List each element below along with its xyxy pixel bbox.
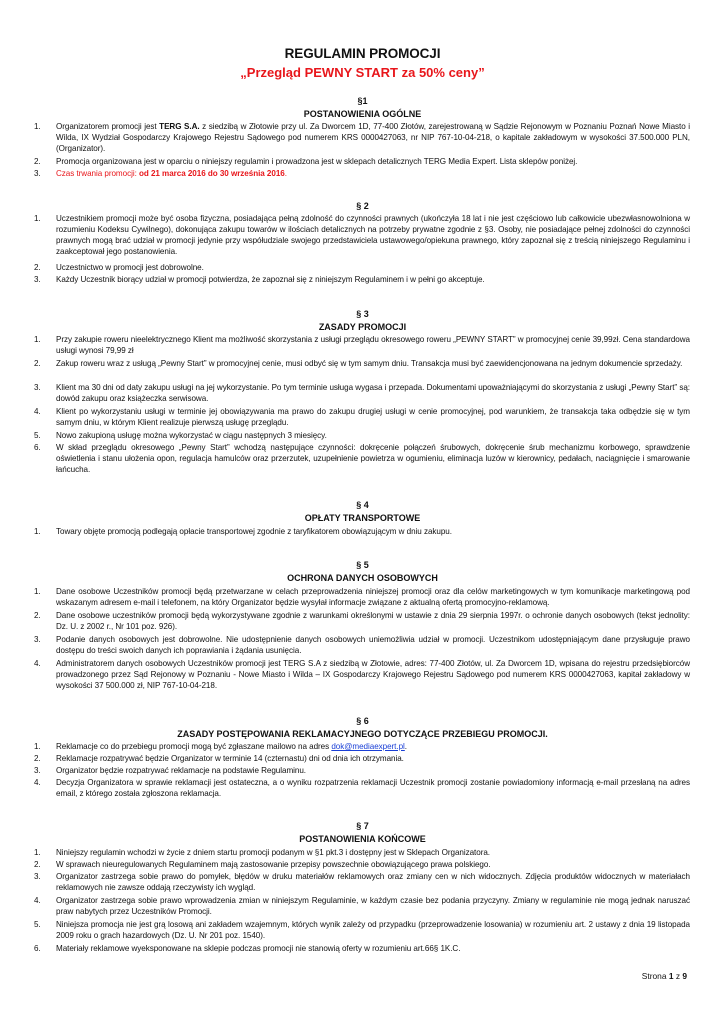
section-6-heading: ZASADY POSTĘPOWANIA REKLAMACYJNEGO DOTYCZĄCE PRZEBIEGU PROMOCJI. <box>177 729 548 739</box>
section-1-number: §1 <box>357 96 368 106</box>
item-number: 2. <box>34 157 41 166</box>
item-number: 1. <box>34 527 41 536</box>
section-3-heading: ZASADY PROMOCJI <box>318 322 407 332</box>
item-number: 3. <box>34 169 41 178</box>
item-text: Organizator zastrzega sobie prawo do pomyłek, błędów w druku materiałów reklamowych oraz zmiany cen w nich widocznych. Zdjęcia produktów widocznych w materiałach reklamowych nie zawsze oddają rzeczywisty ich wygląd. <box>56 872 690 892</box>
item-number: 4. <box>34 407 41 416</box>
current-page: 1 <box>668 971 674 981</box>
item-text: Zakup roweru wraz z usługą „Pewny Start” w promocyjnej cenie, musi odbyć się w tym samym dniu. Transakcja musi być zaewidencjonowana na jednym dokumencie sprzedaży. <box>56 359 683 368</box>
total-pages: 9 <box>682 971 687 981</box>
item-text: Niniejsza promocja nie jest grą losową ani zakładem wzajemnym, których wynik zależy od przypadku (przeprowadzenie losowania) w rozumieniu art. 2 ustawy z dnia 19 listopada 2009 roku o grach hazardowych (Dz. U. Nr 201 poz. 1540). <box>56 920 690 940</box>
item-text: Niniejszy regulamin wchodzi w życie z dniem startu promocji podanym w §1 pkt.3 i dostępny jest w Sklepach Organizatora. <box>56 848 491 857</box>
item-text: Nowo zakupioną usługę można wykorzystać w ciągu następnych 3 miesięcy. <box>56 431 327 440</box>
item-number: 2. <box>34 263 41 272</box>
item-number: 2. <box>34 359 41 368</box>
item-number: 2. <box>34 860 41 869</box>
item-text: . <box>404 742 407 751</box>
organizer-name: TERG S.A. <box>159 122 200 131</box>
item-text: Uczestnictwo w promocji jest dobrowolne. <box>56 263 204 272</box>
item-number: 1. <box>34 122 41 131</box>
item-text: z siedzibą w Złotowie przy ul. Za Dworcem 1D, 77-400 Złotów, zarejestrowaną w Sądzie Rejonowym w Poznaniu Poznań Nowe Miasto i Wilda, IX Wydział Gospodarczy Krajowego Rejestru Sądowego pod numerem KRS 0000427063, nr NIP 767-10-04-218, o kapitale zakładowym w wysokości 37.500.000 PLN,(Organizator). <box>56 122 690 153</box>
item-text: Reklamacje rozpatrywać będzie Organizator w terminie 14 (czternastu) dni od dnia ich otrzymania. <box>56 754 404 763</box>
item-number: 3. <box>34 766 41 775</box>
item-text: Administratorem danych osobowych Uczestników promocji jest TERG S.A z siedzibą w Złotowie, adres: 77-400 Złotów, ul. Za Dworcem 1D, wpisana do rejestru przedsiębiorców prowadzonego przez Sąd Rejonowy w Poznaniu - Nowe Miasto i Wilda – IX Gospodarczy Krajowego Rejestru Sądowego pod numerem KRS 0000427063, kapitał zakładowy w wysokości 37 500.000 zł, NIP 767-10-04-218. <box>56 659 690 690</box>
item-text: Promocja organizowana jest w oparciu o niniejszy regulamin i prowadzona jest w sklepach detalicznych TERG Media Expert. Lista sklepów poniżej. <box>56 157 578 166</box>
section-4-number: § 4 <box>356 500 369 510</box>
item-text: Dane osobowe uczestników promocji będą wykorzystywane zgodnie z warunkami określonymi w ustawie z dnia 29 sierpnia 1997r. o ochronie danych osobowych (tekst jednolity: Dz. U. z 2002 r., Nr 101 poz. 926). <box>56 611 690 631</box>
complaint-email-link[interactable]: dok@mediaexpert.pl <box>331 742 405 751</box>
section-5-heading: OCHRONA DANYCH OSOBOWYCH <box>287 573 438 583</box>
item-number: 4. <box>34 778 41 787</box>
item-number: 3. <box>34 275 41 284</box>
item-text: . <box>284 169 287 178</box>
item-number: 1. <box>34 848 41 857</box>
item-text: Decyzja Organizatora w sprawie reklamacji jest ostateczna, a o wyniku rozpatrzenia reklamacji Uczestnik promocji zostanie powiadomiony informacją e-mail przesłaną na adres email, z którego została zgłoszona reklamacja. <box>56 778 690 798</box>
item-text: Każdy Uczestnik biorący udział w promocji potwierdza, że zapoznał się z niniejszym Regulaminem i w pełni go akceptuje. <box>56 275 485 284</box>
section-1-heading: POSTANOWIENIA OGÓLNE <box>303 109 422 119</box>
item-number: 4. <box>34 659 41 668</box>
item-number: 6. <box>34 443 41 452</box>
item-number: 1. <box>34 587 41 596</box>
item-number: 3. <box>34 635 41 644</box>
item-number: 1. <box>34 214 41 223</box>
item-text: Materiały reklamowe wyeksponowane na sklepie podczas promocji nie stanowią oferty w rozumieniu art.66§ 1K.C. <box>56 944 461 953</box>
item-number: 4. <box>34 896 41 905</box>
item-number: 6. <box>34 944 41 953</box>
section-2-number: § 2 <box>356 201 369 211</box>
item-number: 5. <box>34 920 41 929</box>
item-text: Klient ma 30 dni od daty zakupu usługi na jej wykorzystanie. Po tym terminie usługa wygasa i przepada. Dokumentami upoważniającymi do skorzystania z usługi „Pewny Start” są: dowód zakupu oraz książeczka serwisowa. <box>56 383 690 403</box>
item-text: Towary objęte promocją podlegają opłacie transportowej zgodnie z taryfikatorem obowiązującym w dniu zakupu. <box>56 527 452 536</box>
item-text: Organizator zastrzega sobie prawo wprowadzenia zmian w niniejszym Regulaminie, w każdym czasie bez podania przyczyny. Zmiany w regulaminie nie mogą jednak naruszać praw nabytych przez Uczestników Promocji. <box>56 896 690 916</box>
section-5-number: § 5 <box>356 560 369 570</box>
item-text: Klient po wykorzystaniu usługi w terminie jej obowiązywania ma prawo do zakupu drugiej usługi w cenie promocyjnej, pod warunkiem, że transakcja taka odbędzie się w tym samym dniu, w którym Klient realizuje pierwszą usługę przeglądu. <box>56 407 690 427</box>
item-text: Dane osobowe Uczestników promocji będą przetwarzane w celach przeprowadzenia niniejszej promocji oraz dla celów marketingowych w tym komunikacje marketingową pod wskazanym adresem e-mail i telefonem, na który Organizator będzie wysyłał informacje związane z aktualną ofertą promocyjno-reklamową. <box>56 587 690 607</box>
document-title: REGULAMIN PROMOCJI <box>284 46 441 61</box>
item-text: Przy zakupie roweru nieelektrycznego Klient ma możliwość skorzystania z usługi przeglądu okresowego roweru „PEWNY START” w promocyjnej cenie 39,99zł. Cena standardowa usługi wynosi 79,99 zł <box>56 335 690 355</box>
item-number: 1. <box>34 742 41 751</box>
section-7-number: § 7 <box>356 821 369 831</box>
item-text: Podanie danych osobowych jest dobrowolne. Nie udostępnienie danych osobowych uniemożliwia udział w promocji. Uczestnikom udostępniającym dane przysługuje prawo dostępu do treści swoich danych ich poprawiania i żądania usunięcia. <box>56 635 690 655</box>
section-6-number: § 6 <box>356 716 369 726</box>
item-number: 3. <box>34 383 41 392</box>
item-text: Czas trwania promocji: <box>56 169 139 178</box>
page-label: Strona <box>641 971 667 981</box>
item-number: 5. <box>34 431 41 440</box>
item-number: 2. <box>34 754 41 763</box>
promotion-dates: od 21 marca 2016 do 30 września 2016 <box>138 169 285 178</box>
item-text: Organizatorem promocji jest <box>56 122 160 131</box>
section-7-heading: POSTANOWIENIA KOŃCOWE <box>299 834 426 844</box>
item-number: 2. <box>34 611 41 620</box>
page-separator: z <box>675 971 680 981</box>
section-3-number: § 3 <box>356 309 369 319</box>
item-text: W skład przeglądu okresowego „Pewny Start” wchodzą następujące czynności: dokręcenie połączeń śrubowych, dokręcenie śrub mechanizmu korbowego, sprawdzenie oświetlenia i stanu ułożenia opon, regulacja hamulców oraz przerzutek, uzupełnienie powietrza w ogumieniu, eliminacja luzów w kierownicy, pedałach, naciągnięcie i smarowanie łańcucha. <box>56 443 690 474</box>
item-text: Uczestnikiem promocji może być osoba fizyczna, posiadająca pełną zdolność do czynności prawnych (ukończyła 18 lat i nie jest częściowo lub całkowicie ubezwłasnowolniona w rozumieniu Kodeksu Cywilnego), dokonująca zakupu towarów w ilościach detalicznych na potrzeby prywatne zgodnie z §3. Osoby, nie posiadające pełnej zdolności do czynności prawnych mogą brać udział w promocji jedynie przy współudziale swojego przedstawiciela ustawowego/opiekuna prawnego, który zapoznał się z treścią niniejszego Regulaminu i zaakceptował jego postanowienia. <box>56 214 690 256</box>
item-number: 3. <box>34 872 41 881</box>
item-text: Reklamacje co do przebiegu promocji mogą być zgłaszane mailowo na adres <box>56 742 332 751</box>
page-counter <box>642 971 687 981</box>
item-text: W sprawach nieuregulowanych Regulaminem mają zastosowanie przepisy powszechnie obowiązującego prawa polskiego. <box>56 860 491 869</box>
document-subtitle: „Przegląd PEWNY START za 50% ceny” <box>240 65 485 80</box>
item-number: 1. <box>34 335 41 344</box>
item-text: Organizator będzie rozpatrywać reklamacje na podstawie Regulaminu. <box>56 766 306 775</box>
section-4-heading: OPŁATY TRANSPORTOWE <box>304 513 421 523</box>
